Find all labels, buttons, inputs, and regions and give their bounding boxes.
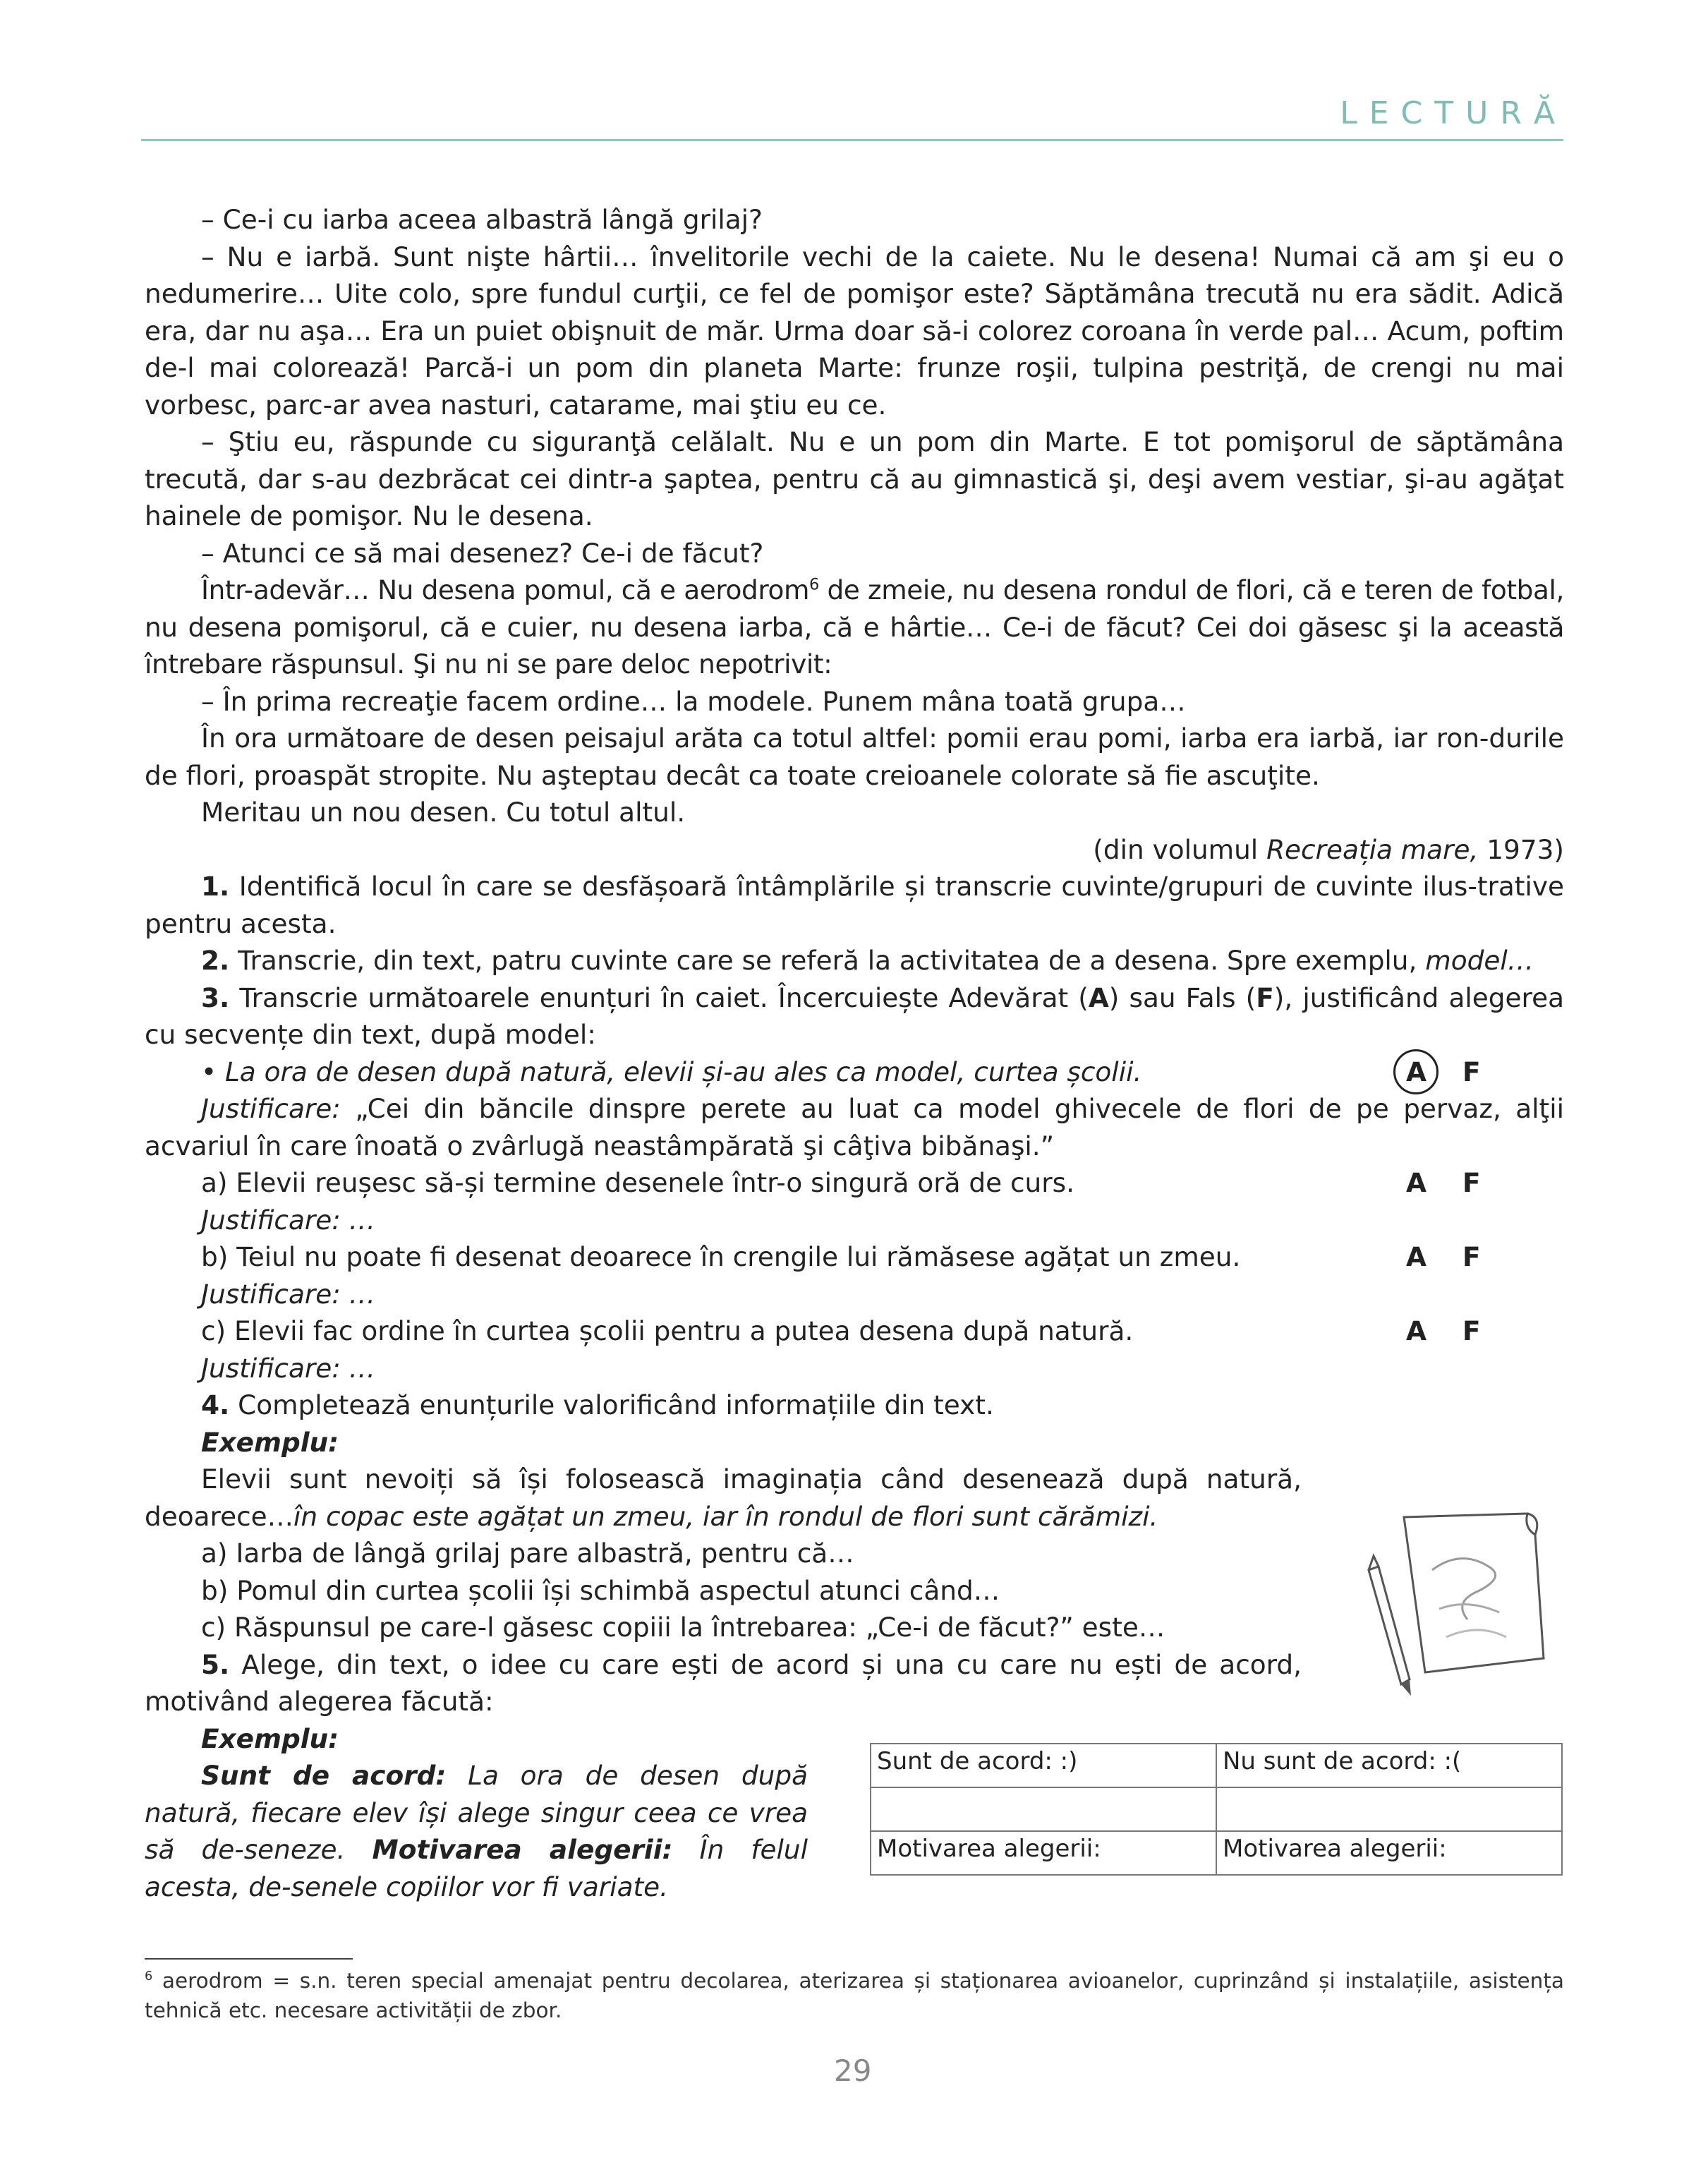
task-5-example [145,1720,808,1906]
task-4c: c) Răspunsul pe care-l găsesc copiii la întrebarea: „Ce-i de făcut?” este… [201,1612,1165,1643]
motivation-right-cell: Motivarea alegerii: [1216,1831,1562,1875]
dialogue-line: – În prima recreaţie facem ordine… la modele. Punem mâna toată grupa… [201,685,1186,717]
footnote-rule [145,1958,353,1960]
task-4-example: Elevii sunt nevoiți să își folosească imaginația când desenează după natură, deoarece…în copac este agățat un zmeu, iar în rondul de flori sunt cărămizi. [145,1463,1302,1532]
example-label: Exemplu: [201,1722,339,1754]
narrative-paragraph: În ora următoare de desen peisajul arăta ca totul altfel: pomii erau pomi, iarba era iarbă, iar ron-durile de flori, proaspăt stropite. Nu aşteptau decât ca toate creioanele colorate să fie ascuţite. [145,723,1564,791]
narrative-paragraph: Într-adevăr… Nu desena pomul, că e aerodrom$^6$ de zmeie, nu desena rondul de flori, că e teren de fotbal, nu desena pomişorul, că e cuier, nu desena iarba, că e hârtie… Ce-i de făcut? Cei doi găsesc şi la această întrebare răspunsul. Şi nu ni se pare deloc nepotrivit: [145,574,1564,680]
answer-f: F [1462,1315,1481,1346]
answer-a: A [1406,1167,1427,1198]
example-text: Sunt de acord: La ora de desen după natură, fiecare elev își alege singur ceea ce vrea să de-seneze. Motivarea alegerii: În felul acesta, de-senele copiilor vor fi variate. [145,1760,808,1902]
statement-a: a) Elevii reușesc să-și termine desenele într-o singură oră de curs. A F [145,1164,1564,1202]
answer-a: A [1406,1056,1427,1087]
task-3: 3. Transcrie următoarele enunțuri în caiet. Încercuiește Adevărat (A) sau Fals (F), justificând alegerea cu secvențe din text, după model: [145,982,1564,1050]
model-justification: Justificare: „Cei din băncile dinspre perete au luat ca model ghivecele de flori de pe pervaz, alţii acvariul în care înoată o zvârlugă neastâmpărată şi câţiva bibănaşi.” [145,1093,1564,1161]
answer-a: A [1406,1315,1427,1346]
page-number: 29 [834,2053,872,2088]
task-4: 4. Completează enunțurile valorificând informațiile din text. [201,1389,994,1420]
answer-f: F [1462,1241,1481,1272]
justification-b: Justificare: … [201,1278,376,1310]
task-4b: b) Pomul din curtea școlii își schimbă aspectul atunci când… [201,1574,1000,1606]
task-4a: a) Iarba de lângă grilaj pare albastră, pentru că… [201,1538,854,1569]
task-1: 1. Identifică locul în care se desfășoară întâmplările și transcrie cuvinte/grupuri de cuvinte ilus-trative pentru acesta. [145,871,1564,939]
narrative-paragraph: Meritau un nou desen. Cu totul altul. [201,797,686,828]
example-label: Exemplu: [201,1426,339,1458]
footnote-ref: 6 [808,575,819,594]
task-5: 5. Alege, din text, o idee cu care ești de acord și una cu care nu ești de acord, motivând alegerea făcută: [145,1648,1302,1717]
agreement-table [870,1743,1563,1876]
agree-header-cell: Sunt de acord: :) [871,1744,1216,1787]
task-2: 2. Transcrie, din text, patru cuvinte care se referă la activitatea de a desena. Spre exemplu, model… [201,945,1534,976]
disagree-header-cell: Nu sunt de acord: :( [1216,1744,1562,1787]
source-citation: (din volumul Recreația mare, 1973) [1093,833,1564,865]
motivation-left-cell: Motivarea alegerii: [871,1831,1216,1875]
dialogue-line: – Nu e iarbă. Sunt nişte hârtii… învelitorile vechi de la caiete. Nu le desena! Numai că am şi eu o nedumerire… Uite colo, spre fundul curţii, ce fel de pomişor este? Săptămâna trecută nu era sădit. Adică era, dar nu aşa… Era un puiet obişnuit de măr. Urma doar să-i colorez coroana în verde pal… Acum, poftim de-l mai colorează! Parcă-i un pom din planeta Marte: frunze roşii, tulpina pestriţă, de crengi nu mai vorbesc, parc-ar avea nasturi, catarame, mai ştiu eu ce. [145,241,1564,421]
dialogue-line: – Ştiu eu, răspunde cu siguranţă celălalt. Nu e un pom din Marte. E tot pomişorul de săptămâna trecută, dar s-au dezbrăcat cei dintr-a şaptea, pentru că au gimnastică şi, deşi avem vestiar, şi-au agăţat hainele de pomişor. Nu le desena. [145,426,1564,531]
answer-a: A [1406,1241,1427,1272]
main-text [145,201,1564,1905]
section-header: LECTURĂ [1340,95,1567,131]
dialogue-line: – Ce-i cu iarba aceea albastră lângă grilaj? [201,204,763,235]
statement-b: b) Teiul nu poate fi desenat deoarece în crengile lui rămăsese agățat un zmeu. A F [145,1238,1564,1276]
disagree-answer-cell[interactable] [1216,1787,1562,1831]
justification-c: Justificare: … [201,1352,376,1384]
footnote: $^6$ aerodrom = s.n. teren special amenajat pentru decolarea, aterizarea și staționarea avioanelor, cuprinzând și instalațiile, asistența tehnică etc. necesare activității de zbor. [145,1969,1564,2022]
dialogue-line: – Atunci ce să mai desenez? Ce-i de făcut? [201,537,764,569]
header-rule [141,139,1563,141]
justification-a: Justificare: … [201,1204,376,1236]
model-statement: • La ora de desen după natură, elevii și-au ales ca model, curtea școlii. A F [145,1054,1564,1091]
answer-f: F [1462,1056,1481,1087]
answer-f: F [1462,1167,1481,1198]
paper-pencil-illustration [1355,1485,1566,1697]
statement-c: c) Elevii fac ordine în curtea școlii pentru a putea desena după natură. A F [145,1312,1564,1350]
agree-answer-cell[interactable] [871,1787,1216,1831]
